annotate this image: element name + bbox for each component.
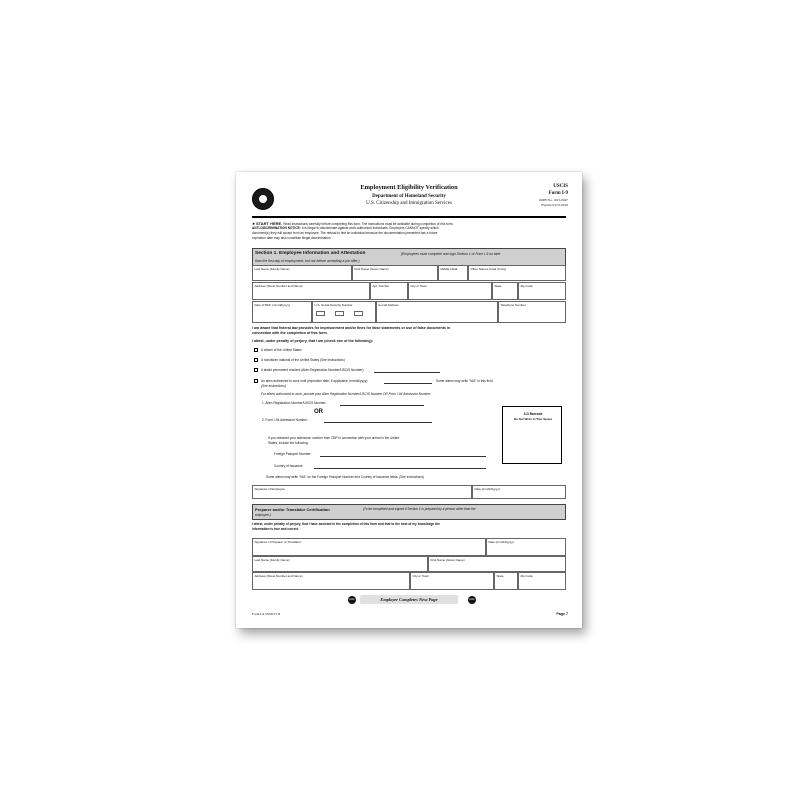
state-field[interactable] bbox=[492, 282, 518, 300]
first-name-field[interactable] bbox=[352, 265, 438, 281]
zip-code-field[interactable] bbox=[518, 282, 566, 300]
employer-next-text: Employer Completes Next Page bbox=[380, 597, 438, 602]
country-line[interactable] bbox=[314, 468, 486, 469]
employee-date-label: Date (mm/dd/yyyy): bbox=[474, 487, 501, 491]
preparer-last-name-field[interactable] bbox=[252, 556, 428, 572]
na-note: Some aliens may write "N/A" in this field. bbox=[436, 379, 494, 383]
telephone-label: Telephone Number bbox=[500, 303, 526, 307]
employee-signature-field[interactable] bbox=[252, 485, 472, 499]
zip-code-label: Zip Code bbox=[520, 284, 533, 288]
dhs-seal-icon bbox=[252, 188, 274, 210]
preparer-city-label: City or Town bbox=[412, 574, 429, 578]
passport-label: Foreign Passport Number: bbox=[274, 452, 312, 456]
preparer-signature-field[interactable] bbox=[252, 538, 486, 556]
preparer-date-field[interactable] bbox=[486, 538, 566, 556]
stop-sign-icon: STOP bbox=[348, 596, 356, 604]
date-of-birth-field[interactable] bbox=[252, 301, 312, 323]
stop-sign-icon-right: STOP bbox=[468, 596, 476, 604]
section1-note: (Employees must complete and sign Section 1 of Form I-9 no later bbox=[401, 252, 501, 256]
preparer-signature-label: Signature of Preparer or Translator: bbox=[254, 540, 302, 544]
form-title: Employment Eligibility Verification bbox=[360, 184, 458, 191]
alien-number-line[interactable] bbox=[340, 405, 424, 406]
preparer-zip-field[interactable] bbox=[518, 572, 566, 590]
citizen-option-label: A citizen of the United States bbox=[261, 348, 302, 352]
permanent-resident-checkbox[interactable] bbox=[254, 368, 258, 372]
attest-text: I attest, under penalty of perjury, that I am (check one of the following): bbox=[252, 339, 373, 343]
alien-authorized-checkbox[interactable] bbox=[254, 379, 258, 383]
passport-line[interactable] bbox=[320, 456, 486, 457]
section1-note-2: than the first day of employment, but not before accepting a job offer.) bbox=[255, 259, 360, 263]
preparer-attest-text: I attest, under penalty of perjury, that I have assisted in the completion of this form and that to the best of my knowledge the bbox=[252, 522, 440, 526]
preparer-note: (To be completed and signed if Section 1 is prepared by a person other than the bbox=[363, 507, 476, 511]
ssn-label: U.S. Social Security Number bbox=[314, 303, 353, 307]
preparer-zip-label: Zip Code bbox=[520, 574, 533, 578]
barcode-note: Do Not Write in This Space bbox=[513, 417, 553, 421]
preparer-first-name-field[interactable] bbox=[428, 556, 566, 572]
preparer-header bbox=[252, 504, 566, 520]
start-here-text: Read instructions carefully before completing this form. The instructions must be available during completion of this form. bbox=[283, 222, 454, 226]
citizen-checkbox[interactable] bbox=[254, 348, 258, 352]
barcode-label: 3-D Barcode bbox=[523, 412, 543, 416]
i94-number-label: 2. Form I-94 Admission Number: bbox=[262, 418, 308, 422]
anti-discrimination-label: ANTI-DISCRIMINATION NOTICE: bbox=[252, 226, 301, 230]
omb-number: OMB No. 1615-0047 bbox=[538, 198, 568, 202]
barcode-box bbox=[502, 406, 562, 464]
preparer-state-label: State bbox=[496, 574, 504, 578]
section1-header bbox=[252, 248, 566, 266]
city-field[interactable] bbox=[408, 282, 492, 300]
expiration-date: Expires 03/31/2016 bbox=[541, 203, 568, 207]
preparer-note-2: employee.) bbox=[255, 513, 271, 517]
permanent-resident-number-line[interactable] bbox=[374, 372, 440, 373]
state-label: State bbox=[494, 284, 502, 288]
date-of-birth-label: Date of Birth (mm/dd/yyyy) bbox=[254, 303, 291, 307]
form-id: Form I-9 03/08/13 N bbox=[252, 612, 281, 616]
preparer-address-label: Address (Street Number and Name) bbox=[254, 574, 303, 578]
address-label: Address (Street Number and Name) bbox=[254, 284, 303, 288]
alien-number-label: 1. Alien Registration Number/USCIS Number: bbox=[262, 401, 327, 405]
country-label: Country of Issuance: bbox=[274, 464, 304, 468]
preparer-address-field[interactable] bbox=[252, 572, 410, 590]
telephone-field[interactable] bbox=[498, 301, 566, 323]
address-field[interactable] bbox=[252, 282, 370, 300]
middle-initial-field[interactable] bbox=[438, 265, 468, 281]
awareness-text-2: connection with the completion of this form. bbox=[252, 331, 328, 335]
awareness-text: I am aware that federal law provides for imprisonment and/or fines for false statements or use of false documents in bbox=[252, 326, 451, 330]
see-instructions-note: (See instructions) bbox=[261, 384, 286, 388]
alien-authorized-option-label: An alien authorized to work until (expiration date, if applicable, mm/dd/yyyy) bbox=[261, 379, 368, 383]
anti-discrimination-text-3: expiration date may also constitute illegal discrimination. bbox=[252, 236, 332, 240]
preparer-date-label: Date (mm/dd/yyyy): bbox=[488, 540, 515, 544]
other-names-label: Other Names Used (if any) bbox=[470, 267, 507, 271]
employer-next-banner bbox=[360, 595, 458, 604]
i94-number-line[interactable] bbox=[324, 422, 432, 423]
start-here-label: ►START HERE. bbox=[252, 221, 283, 226]
apt-number-field[interactable] bbox=[370, 282, 408, 300]
ssn-box-2[interactable] bbox=[335, 311, 344, 316]
uscis-label: USCIS bbox=[553, 184, 568, 189]
employee-date-field[interactable] bbox=[472, 485, 566, 499]
i9-form-page bbox=[236, 172, 582, 628]
permanent-resident-option-label: A lawful permanent resident (Alien Registration Number/USCIS Number): bbox=[261, 368, 365, 372]
preparer-state-field[interactable] bbox=[494, 572, 518, 590]
ssn-box-1[interactable] bbox=[316, 311, 325, 316]
preparer-attest-text-2: information is true and correct. bbox=[252, 527, 300, 531]
agency-name: U.S. Citizenship and Immigration Services bbox=[366, 201, 452, 206]
noncitizen-national-checkbox[interactable] bbox=[254, 358, 258, 362]
preparer-city-field[interactable] bbox=[410, 572, 494, 590]
cbp-text-2: States, include the following: bbox=[268, 441, 309, 445]
noncitizen-option-label: A noncitizen national of the United States (See instructions) bbox=[261, 358, 345, 362]
page-number: Page 7 bbox=[556, 612, 568, 616]
email-label: E-mail Address bbox=[378, 303, 399, 307]
cbp-text: If you obtained your admission number from CBP in connection with your arrival in the United bbox=[268, 436, 400, 440]
first-name-label: First Name (Given Name) bbox=[354, 267, 389, 271]
alien-expiration-line[interactable] bbox=[384, 383, 432, 384]
preparer-last-name-label: Last Name (Family Name) bbox=[254, 558, 290, 562]
na-passport-note: Some aliens may write "N/A" on the Foreign Passport Number and Country of Issuance fields. (See instructions) bbox=[266, 475, 424, 479]
apt-number-label: Apt. Number bbox=[372, 284, 390, 288]
preparer-first-name-label: First Name (Given Name) bbox=[430, 558, 465, 562]
other-names-field[interactable] bbox=[468, 265, 566, 281]
city-label: City or Town bbox=[410, 284, 427, 288]
last-name-label: Last Name (Family Name) bbox=[254, 267, 290, 271]
form-number: Form I-9 bbox=[548, 191, 568, 196]
aliens-note: For aliens authorized to work, provide your Alien Registration Number/USCIS Number OR Form I-94 Admission Number: bbox=[261, 392, 432, 396]
anti-discrimination-text-2: document(s) they will accept from an employee. The refusal to hire an individual because the documentation presented has a future bbox=[252, 231, 438, 235]
middle-initial-label: Middle Initial bbox=[440, 267, 458, 271]
anti-discrimination-line bbox=[252, 226, 439, 230]
preparer-title: Preparer and/or Translator Certification bbox=[255, 507, 330, 512]
employee-signature-label: Signature of Employee: bbox=[254, 487, 286, 491]
ssn-box-3[interactable] bbox=[354, 311, 363, 316]
or-label: OR bbox=[314, 409, 323, 415]
department-name: Department of Homeland Security bbox=[372, 194, 446, 199]
last-name-field[interactable] bbox=[252, 265, 352, 281]
header-divider bbox=[252, 216, 566, 218]
section1-title: Section 1. Employee Information and Attestation bbox=[255, 251, 366, 256]
email-field[interactable] bbox=[376, 301, 498, 323]
anti-discrimination-text: It is illegal to discriminate against work-authorized individuals. Employers CANNOT specify which bbox=[301, 226, 439, 230]
